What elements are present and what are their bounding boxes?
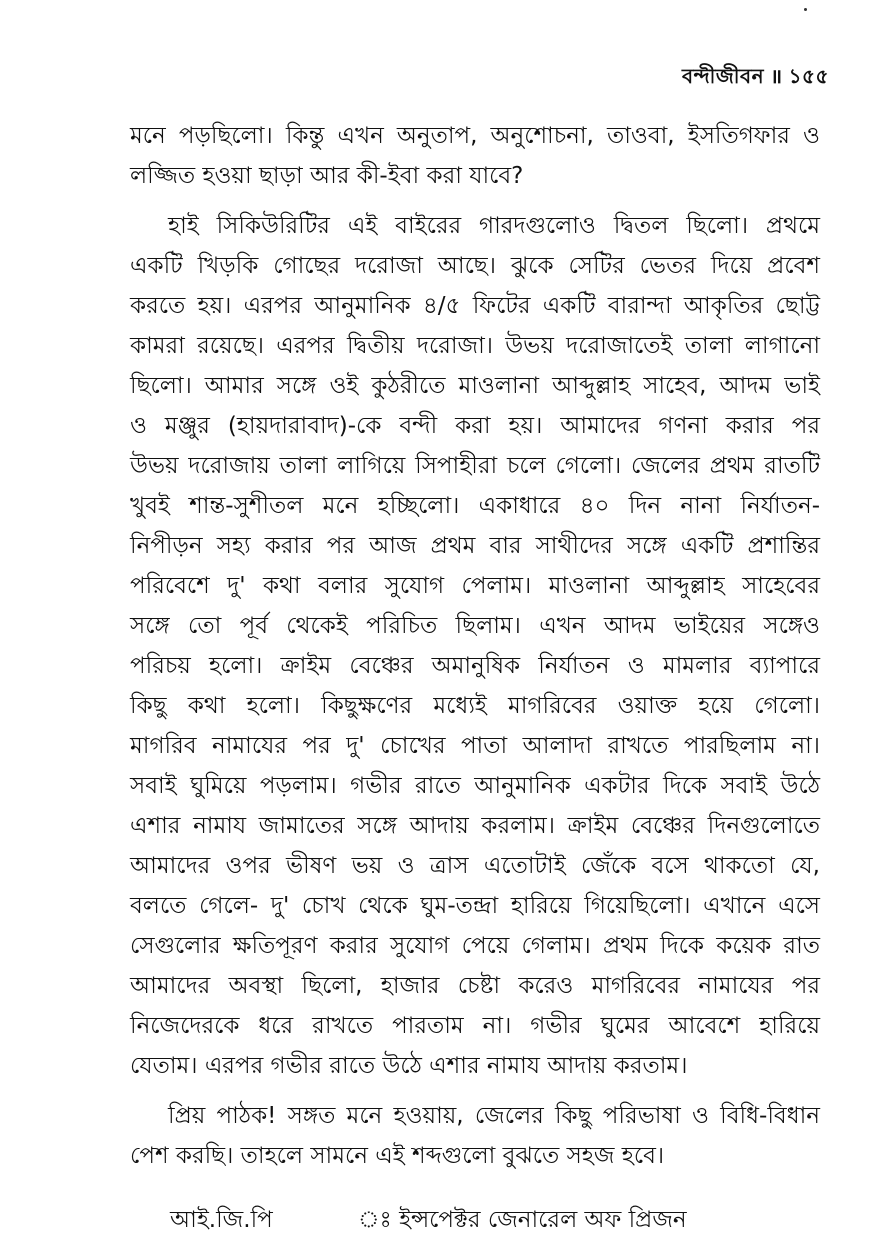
text-line: সঙ্গে তো পূর্ব থেকেই পরিচিত ছিলাম। এখন আদম ভাইয়ের সঙ্গেও bbox=[130, 613, 820, 639]
text-line: নিপীড়ন সহ্য করার পর আজ প্রথম বার সাথীদের সঙ্গে একটি প্রশান্তির bbox=[130, 533, 820, 559]
body-text bbox=[130, 116, 820, 1176]
text-line: কামরা রয়েছে। এরপর দ্বিতীয় দরোজা। উভয় দরোজাতেই তালা লাগানো bbox=[130, 333, 820, 359]
text-line: একটি খিড়কি গোছের দরোজা আছে। ঝুকে সেটির ভেতর দিয়ে প্রবেশ bbox=[130, 253, 820, 279]
text-line: সেগুলোর ক্ষতিপূরণ করার সুযোগ পেয়ে গেলাম। প্রথম দিকে কয়েক রাত bbox=[130, 933, 820, 959]
book-title: বন্দীজীবন bbox=[681, 64, 765, 88]
text-line: যেতাম। এরপর গভীর রাতে উঠে এশার নামায আদায় করতাম। bbox=[130, 1053, 688, 1079]
text-line: ছিলো। আমার সঙ্গে ওই কুঠরীতে মাওলানা আব্দুল্লাহ সাহেব, আদম ভাই bbox=[130, 373, 820, 399]
paragraph-gap bbox=[130, 1086, 820, 1096]
text-line: হাই সিকিউরিটির এই বাইরের গারদগুলোও দ্বিতল ছিলো। প্রথমে bbox=[168, 213, 820, 239]
text-line: নিজেদেরকে ধরে রাখতে পারতাম না। গভীর ঘুমের আবেশে হারিয়ে bbox=[130, 1013, 820, 1039]
text-line: মাগরিব নামাযের পর দু' চোখের পাতা আলাদা রাখতে পারছিলাম না। bbox=[130, 733, 820, 759]
glossary-term: আই.জি.পি bbox=[170, 1207, 273, 1233]
running-header bbox=[682, 62, 829, 95]
paragraph bbox=[130, 116, 820, 196]
paragraph bbox=[130, 206, 820, 1086]
header-separator: ॥ bbox=[770, 64, 783, 88]
text-line: উভয় দরোজায় তালা লাগিয়ে সিপাহীরা চলে গেলো। জেলের প্রথম রাতটি bbox=[130, 453, 820, 479]
text-line: পরিবেশে দু' কথা বলার সুযোগ পেলাম। মাওলানা আব্দুল্লাহ সাহেবের bbox=[130, 573, 820, 599]
glossary bbox=[170, 1205, 820, 1235]
text-line: এশার নামায জামাতের সঙ্গে আদায় করলাম। ক্রাইম বেঞ্চের দিনগুলোতে bbox=[130, 813, 820, 839]
text-line: করতে হয়। এরপর আনুমানিক ৪/৫ ফিটের একটি বারান্দা আকৃতির ছোট্ট bbox=[130, 293, 820, 319]
text-line: কিছু কথা হলো। কিছুক্ষণের মধ্যেই মাগরিবের ওয়াক্ত হয়ে গেলো। bbox=[130, 693, 820, 719]
glossary-separator: ঃ bbox=[358, 1207, 392, 1233]
glossary-entry bbox=[170, 1205, 820, 1235]
text-line: পেশ করছি। তাহলে সামনে এই শব্দগুলো বুঝতে সহজ হবে। bbox=[130, 1143, 665, 1169]
text-line: পরিচয় হলো। ক্রাইম বেঞ্চের অমানুষিক নির্যাতন ও মামলার ব্যাপারে bbox=[130, 653, 820, 679]
text-line: লজ্জিত হওয়া ছাড়া আর কী-ইবা করা যাবে? bbox=[130, 163, 524, 189]
paragraph bbox=[130, 1096, 820, 1176]
text-line: আমাদের অবস্থা ছিলো, হাজার চেষ্টা করেও মাগরিবের নামাযের পর bbox=[130, 973, 820, 999]
text-line: ও মঞ্জুর (হায়দারাবাদ)-কে বন্দী করা হয়। আমাদের গণনা করার পর bbox=[130, 413, 820, 439]
scan-speck bbox=[804, 8, 807, 11]
paragraph-gap bbox=[130, 196, 820, 206]
text-line: খুবই শান্ত-সুশীতল মনে হচ্ছিলো। একাধারে ৪০ দিন নানা নির্যাতন- bbox=[130, 493, 820, 519]
text-line: মনে পড়ছিলো। কিন্তু এখন অনুতাপ, অনুশোচনা, তাওবা, ইসতিগফার ও bbox=[130, 123, 820, 149]
glossary-definition: ইন্সপেক্টর জেনারেল অফ প্রিজন bbox=[399, 1207, 687, 1233]
text-line: প্রিয় পাঠক! সঙ্গত মনে হওয়ায়, জেলের কিছু পরিভাষা ও বিধি-বিধান bbox=[168, 1103, 820, 1129]
page-number: ১৫৫ bbox=[788, 64, 829, 88]
text-line: সবাই ঘুমিয়ে পড়লাম। গভীর রাতে আনুমানিক একটার দিকে সবাই উঠে bbox=[130, 773, 820, 799]
text-line: আমাদের ওপর ভীষণ ভয় ও ত্রাস এতোটাই জেঁকে বসে থাকতো যে, bbox=[130, 853, 820, 879]
text-line: বলতে গেলে- দু' চোখ থেকে ঘুম-তন্দ্রা হারিয়ে গিয়েছিলো। এখানে এসে bbox=[130, 893, 820, 919]
